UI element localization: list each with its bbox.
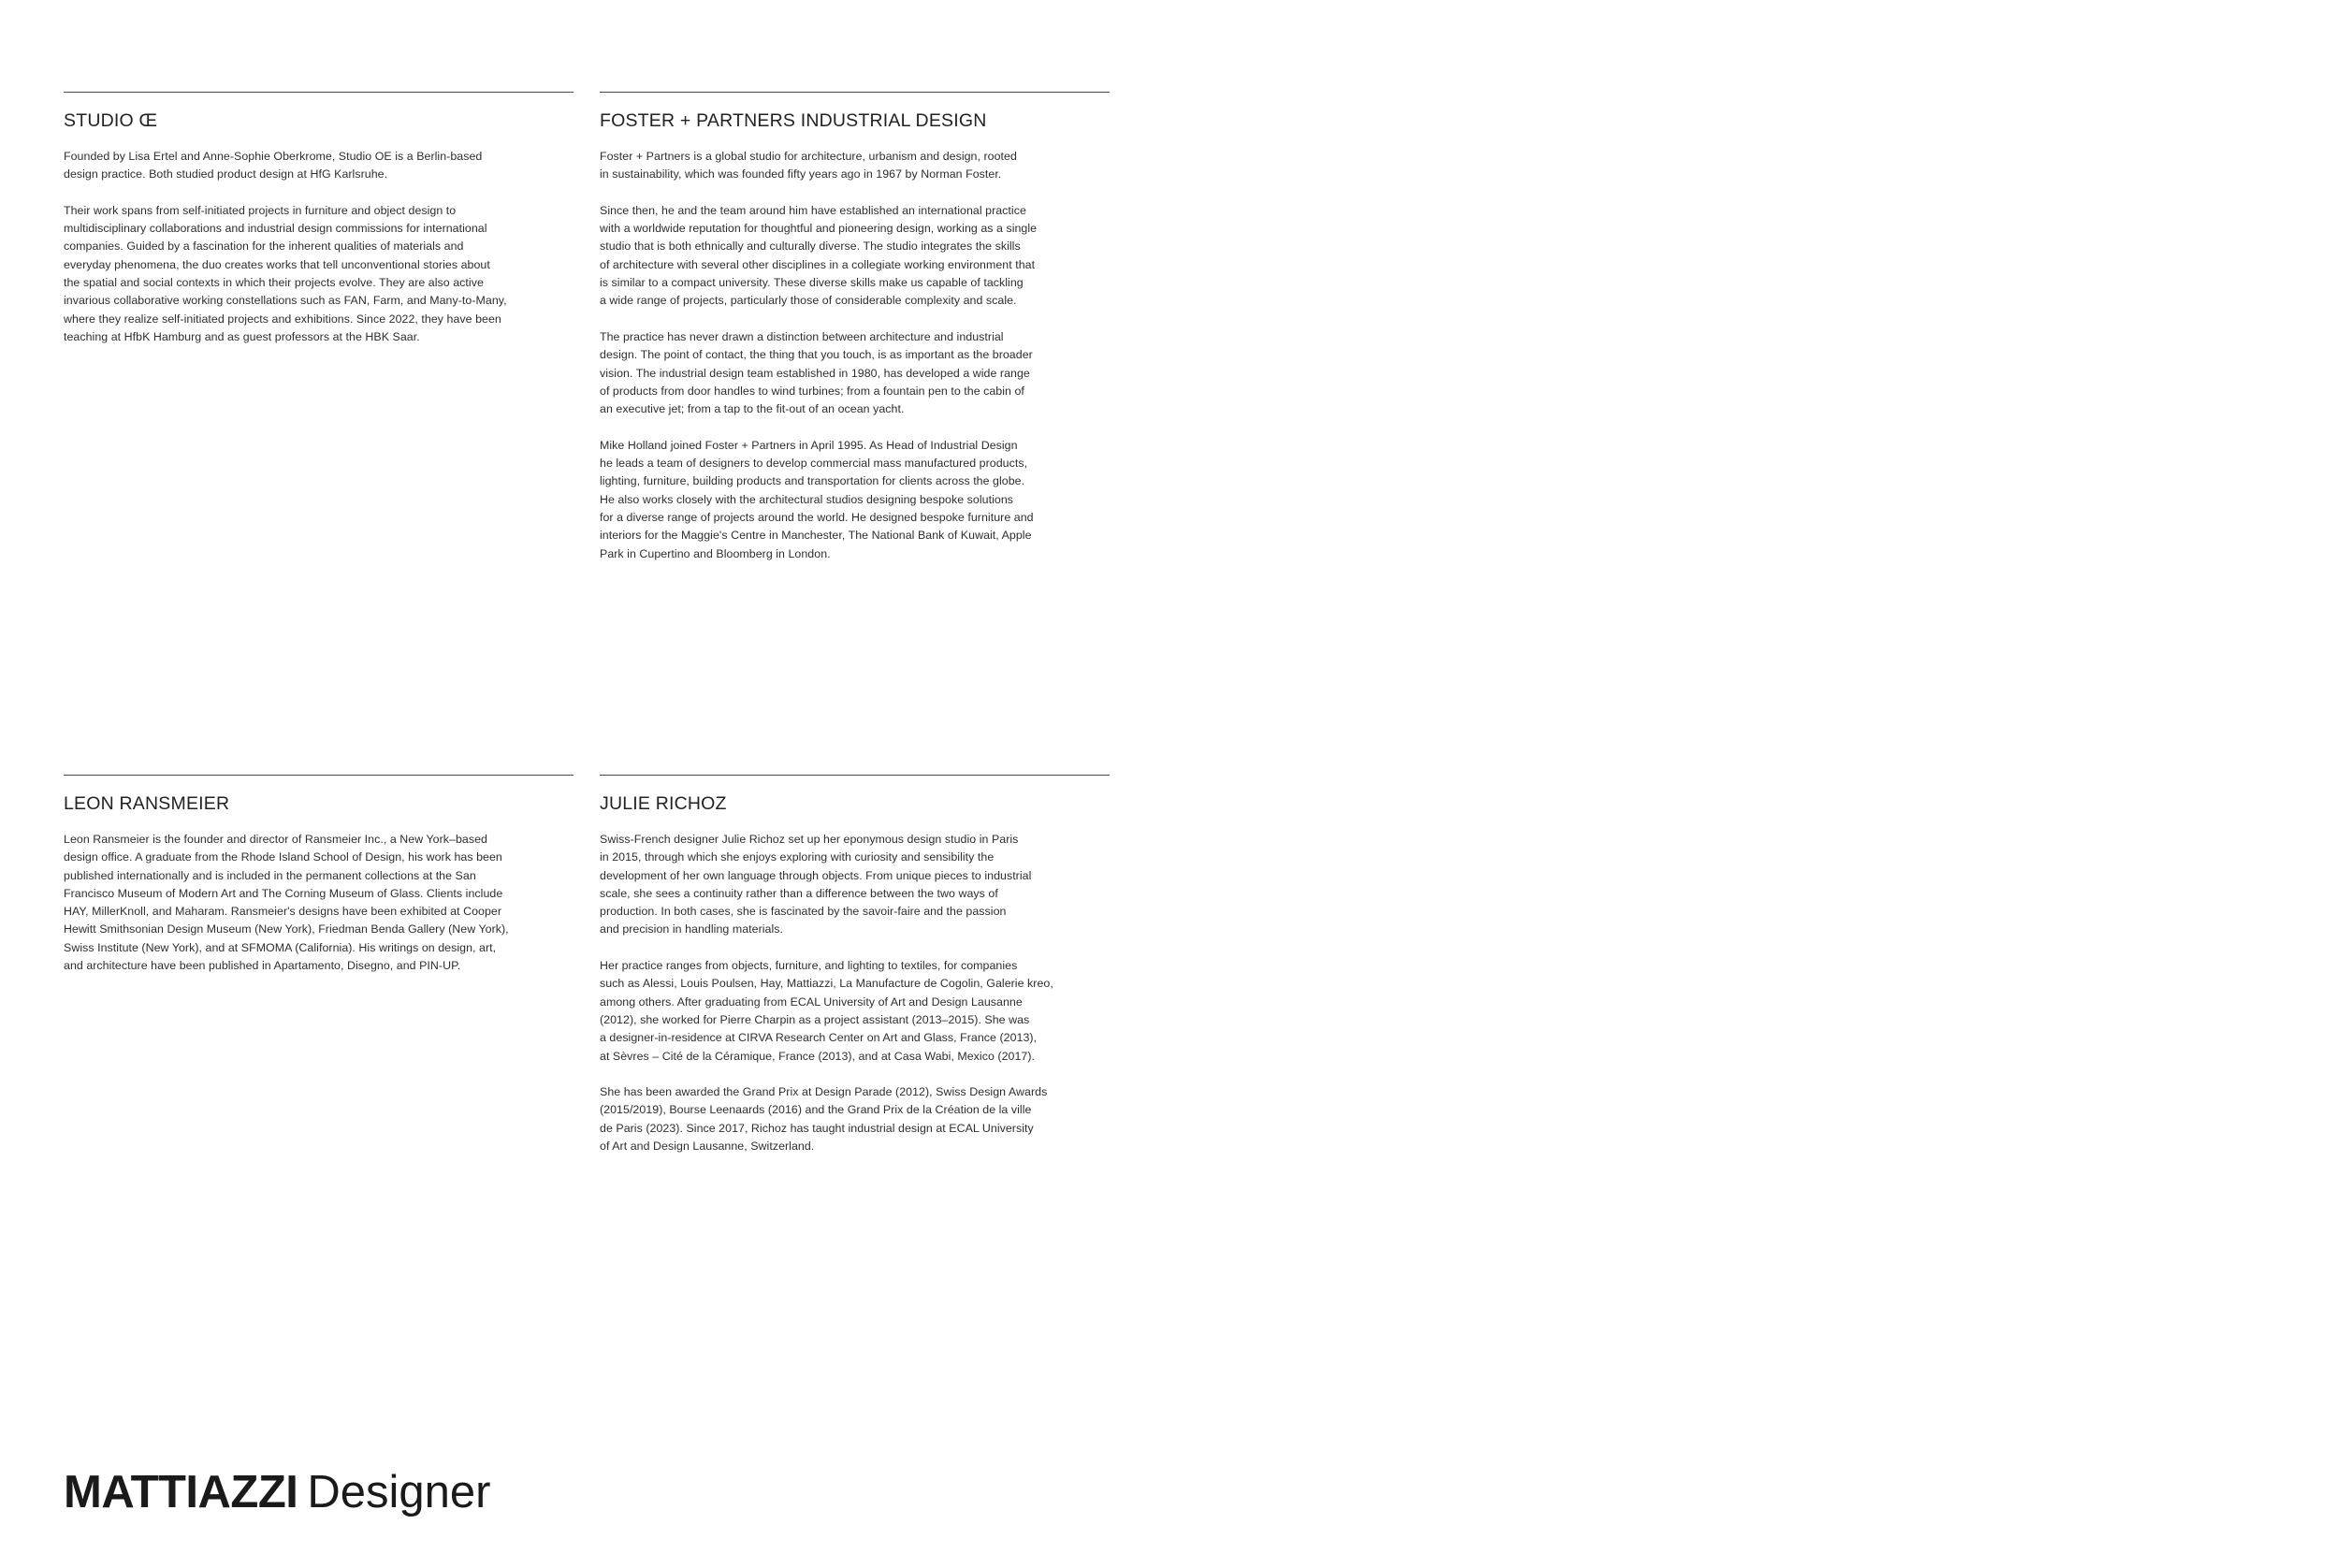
section-title: STUDIO Œ	[64, 110, 158, 131]
paragraph: Since then, he and the team around him have established an international practice with a worldwide reputation for thoughtful and pioneering design, working as a single studio that is both ethnically and culturally diverse. The studio integrates the skills of architecture with several other disciplines in a collegiate working environment that is similar to a compact university. These diverse skills make us capable of tackling a wide range of projects, particularly those of considerable complexity and scale.	[600, 203, 1038, 308]
section-julie-richoz	[600, 775, 1110, 1174]
section-foster-partners	[600, 92, 1110, 581]
brand-suffix: Designer	[307, 1467, 491, 1517]
section-title: LEON RANSMEIER	[64, 793, 230, 814]
paragraph: Swiss-French designer Julie Richoz set up her eponymous design studio in Paris in 2015, through which she enjoys exploring with curiosity and sensibility the development of her own language through objects. From unique pieces to industrial scale, she sees a continuity rather than a difference between the two ways of production. In both cases, she is fascinated by the savoir-faire and the passion and precision in handling materials.	[600, 833, 1032, 936]
paragraph: Their work spans from self-initiated projects in furniture and object design to multidisciplinary collaborations and industrial design commissions for international companies. Guided by a fascination for the inherent qualities of materials and everyday phenomena, the duo creates works that tell unconventional stories about the spatial and social contexts in which their projects evolve. They are also active invarious collaborative working constellations such as FAN, Farm, and Many-to-Many, where they realize self-initiated projects and exhibitions. Since 2022, they have been teaching at HfbK Hamburg and as guest professors at the HBK Saar.	[64, 203, 507, 343]
section-title: FOSTER + PARTNERS INDUSTRIAL DESIGN	[600, 110, 987, 131]
paragraph: Foster + Partners is a global studio for architecture, urbanism and design, rooted in sustainability, which was founded fifty years ago in 1967 by Norman Foster.	[600, 150, 1017, 181]
section-title: JULIE RICHOZ	[600, 793, 727, 814]
brand-logo	[64, 1465, 491, 1519]
paragraph: Founded by Lisa Ertel and Anne-Sophie Oberkrome, Studio OE is a Berlin-based design practice. Both studied product design at HfG Karlsruhe.	[64, 150, 483, 181]
brand-name: MATTIAZZI	[64, 1467, 298, 1517]
section-studio-oe	[64, 92, 574, 365]
paragraph: Mike Holland joined Foster + Partners in April 1995. As Head of Industrial Design he leads a team of designers to develop commercial mass manufactured products, lighting, furniture, building products and transportation for clients across the globe. He also works closely with the architectural studios designing bespoke solutions for a diverse range of projects around the world. He designed bespoke furniture and interiors for the Maggie's Centre in Manchester, The National Bank of Kuwait, Apple Park in Cupertino and Bloomberg in London.	[600, 438, 1034, 560]
paragraph: Her practice ranges from objects, furniture, and lighting to textiles, for companies such as Alessi, Louis Poulsen, Hay, Mattiazzi, La Manufacture de Cogolin, Galerie kreo, among others. After graduating from ECAL University of Art and Design Lausanne (2012), she worked for Pierre Charpin as a project assistant (2013–2015). She was a designer-in-residence at CIRVA Research Center on Art and Glass, France (2013), at Sèvres – Cité de la Céramique, France (2013), and at Casa Wabi, Mexico (2017).	[600, 959, 1053, 1063]
section-body	[64, 831, 574, 975]
section-leon-ransmeier	[64, 775, 574, 994]
paragraph: She has been awarded the Grand Prix at Design Parade (2012), Swiss Design Awards (2015/2019), Bourse Leenaards (2016) and the Grand Prix de la Création de la ville de Paris (2023). Since 2017, Richoz has taught industrial design at ECAL University of Art and Design Lausanne, Switzerland.	[600, 1085, 1048, 1154]
paragraph: Leon Ransmeier is the founder and director of Ransmeier Inc., a New York–based design office. A graduate from the Rhode Island School of Design, his work has been published internationally and is included in the permanent collections at the San Francisco Museum of Modern Art and The Corning Museum of Glass. Clients include HAY, MillerKnoll, and Maharam. Ransmeier's designs have been exhibited at Cooper Hewitt Smithsonian Design Museum (New York), Friedman Benda Gallery (New York), Swiss Institute (New York), and at SFMOMA (California). His writings on design, art, and architecture have been published in Apartamento, Disegno, and PIN-UP.	[64, 833, 509, 973]
section-body	[64, 148, 574, 346]
paragraph: The practice has never drawn a distinction between architecture and industrial design. The point of contact, the thing that you touch, is as important as the broader vision. The industrial design team established in 1980, has developed a wide range of products from door handles to wind turbines; from a fountain pen to the cabin of an executive jet; from a tap to the fit-out of an ocean yacht.	[600, 329, 1033, 416]
section-body	[600, 148, 1110, 563]
section-body	[600, 831, 1110, 1155]
